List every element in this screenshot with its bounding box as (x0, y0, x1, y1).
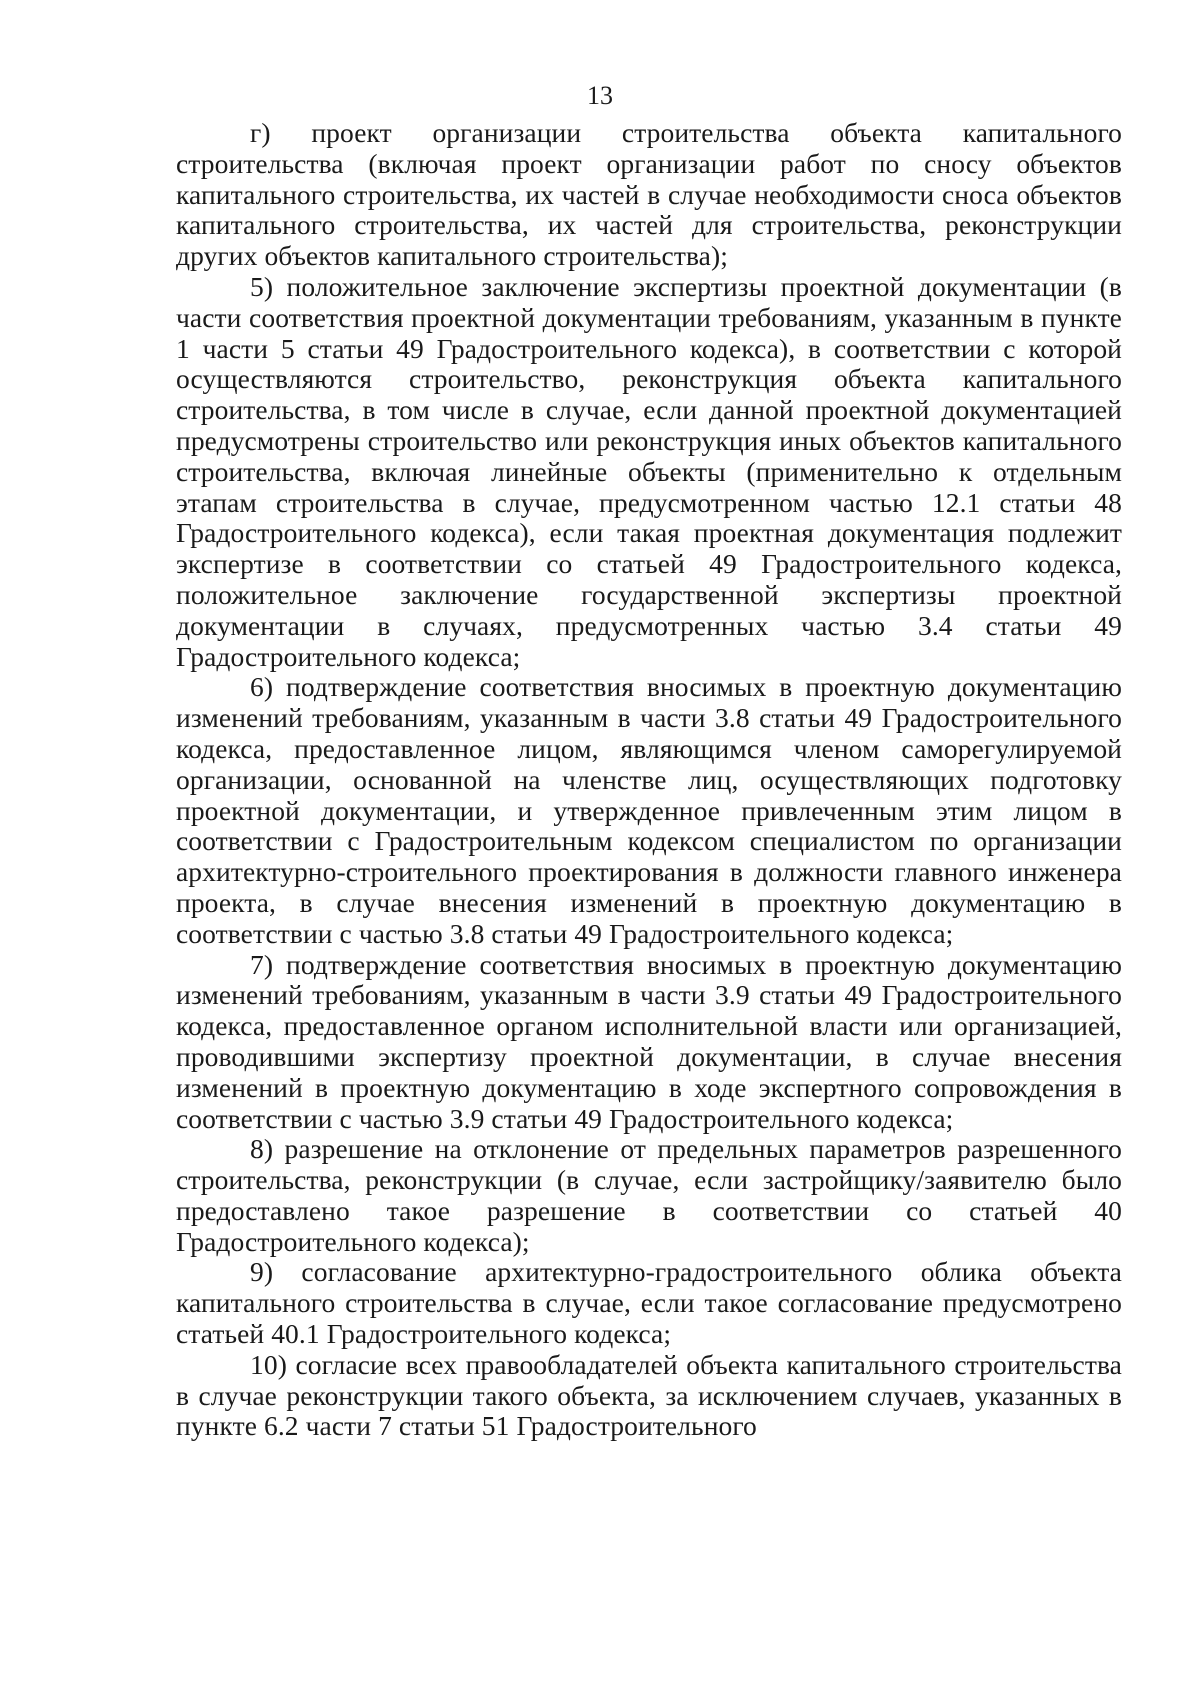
paragraph-10: 10) согласие всех правообладателей объекта капитального строительства в случае реконструкции такого объекта, за исключением случаев, указанных в пункте 6.2 части 7 статьи 51 Градостроительного (176, 1348, 1122, 1442)
document-body (176, 118, 1122, 1442)
page-number: 13 (587, 81, 613, 110)
paragraph-5: 5) положительное заключение экспертизы проектной документации (в части соответствия проектной документации требованиям, указанным в пункте 1 части 5 статьи 49 Градостроительного кодекса), в соответствии с которой осуществляются строительство, реконструкция объекта капитального строительства, в том числе в случае, если данной проектной документацией предусмотрены строительство или реконструкция иных объектов капитального строительства, включая линейные объекты (применительно к отдельным этапам строительства в случае, предусмотренном частью 12.1 статьи 48 Градостроительного кодекса), если такая проектная документация подлежит экспертизе в соответствии со статьей 49 Градостроительного кодекса, положительное заключение государственной экспертизы проектной документации в случаях, предусмотренных частью 3.4 статьи 49 Градостроительного кодекса; (176, 270, 1122, 672)
paragraph-9: 9) согласование архитектурно-градостроительного облика объекта капитального строительства в случае, если такое согласование предусмотрено статьей 40.1 Градостроительного кодекса; (176, 1256, 1122, 1350)
paragraph-g: г) проект организации строительства объекта капитального строительства (включая проект организации работ по сносу объектов капитального строительства, их частей в случае необходимости сноса объектов капитального строительства, их частей для строительства, реконструкции других объектов капитального строительства); (176, 117, 1122, 272)
paragraph-7: 7) подтверждение соответствия вносимых в проектную документацию изменений требованиям, указанным в части 3.9 статьи 49 Градостроительного кодекса, предоставленное органом исполнительной власти или организацией, проводившими экспертизу проектной документации, в случае внесения изменений в проектную документацию в ходе экспертного сопровождения в соответствии с частью 3.9 статьи 49 Градостроительного кодекса; (176, 948, 1122, 1134)
paragraph-8: 8) разрешение на отклонение от предельных параметров разрешенного строительства, реконструкции (в случае, если застройщику/заявителю было предоставлено такое разрешение в соответствии со статьей 40 Градостроительного кодекса); (176, 1133, 1122, 1257)
paragraph-6: 6) подтверждение соответствия вносимых в проектную документацию изменений требованиям, указанным в части 3.8 статьи 49 Градостроительного кодекса, предоставленное лицом, являющимся членом саморегулируемой организации, основанной на членстве лиц, осуществляющих подготовку проектной документации, и утвержденное привлеченным этим лицом в соответствии с Градостроительным кодексом специалистом по организации архитектурно-строительного проектирования в должности главного инженера проекта, в случае внесения изменений в проектную документацию в соответствии с частью 3.8 статьи 49 Градостроительного кодекса; (176, 671, 1122, 949)
